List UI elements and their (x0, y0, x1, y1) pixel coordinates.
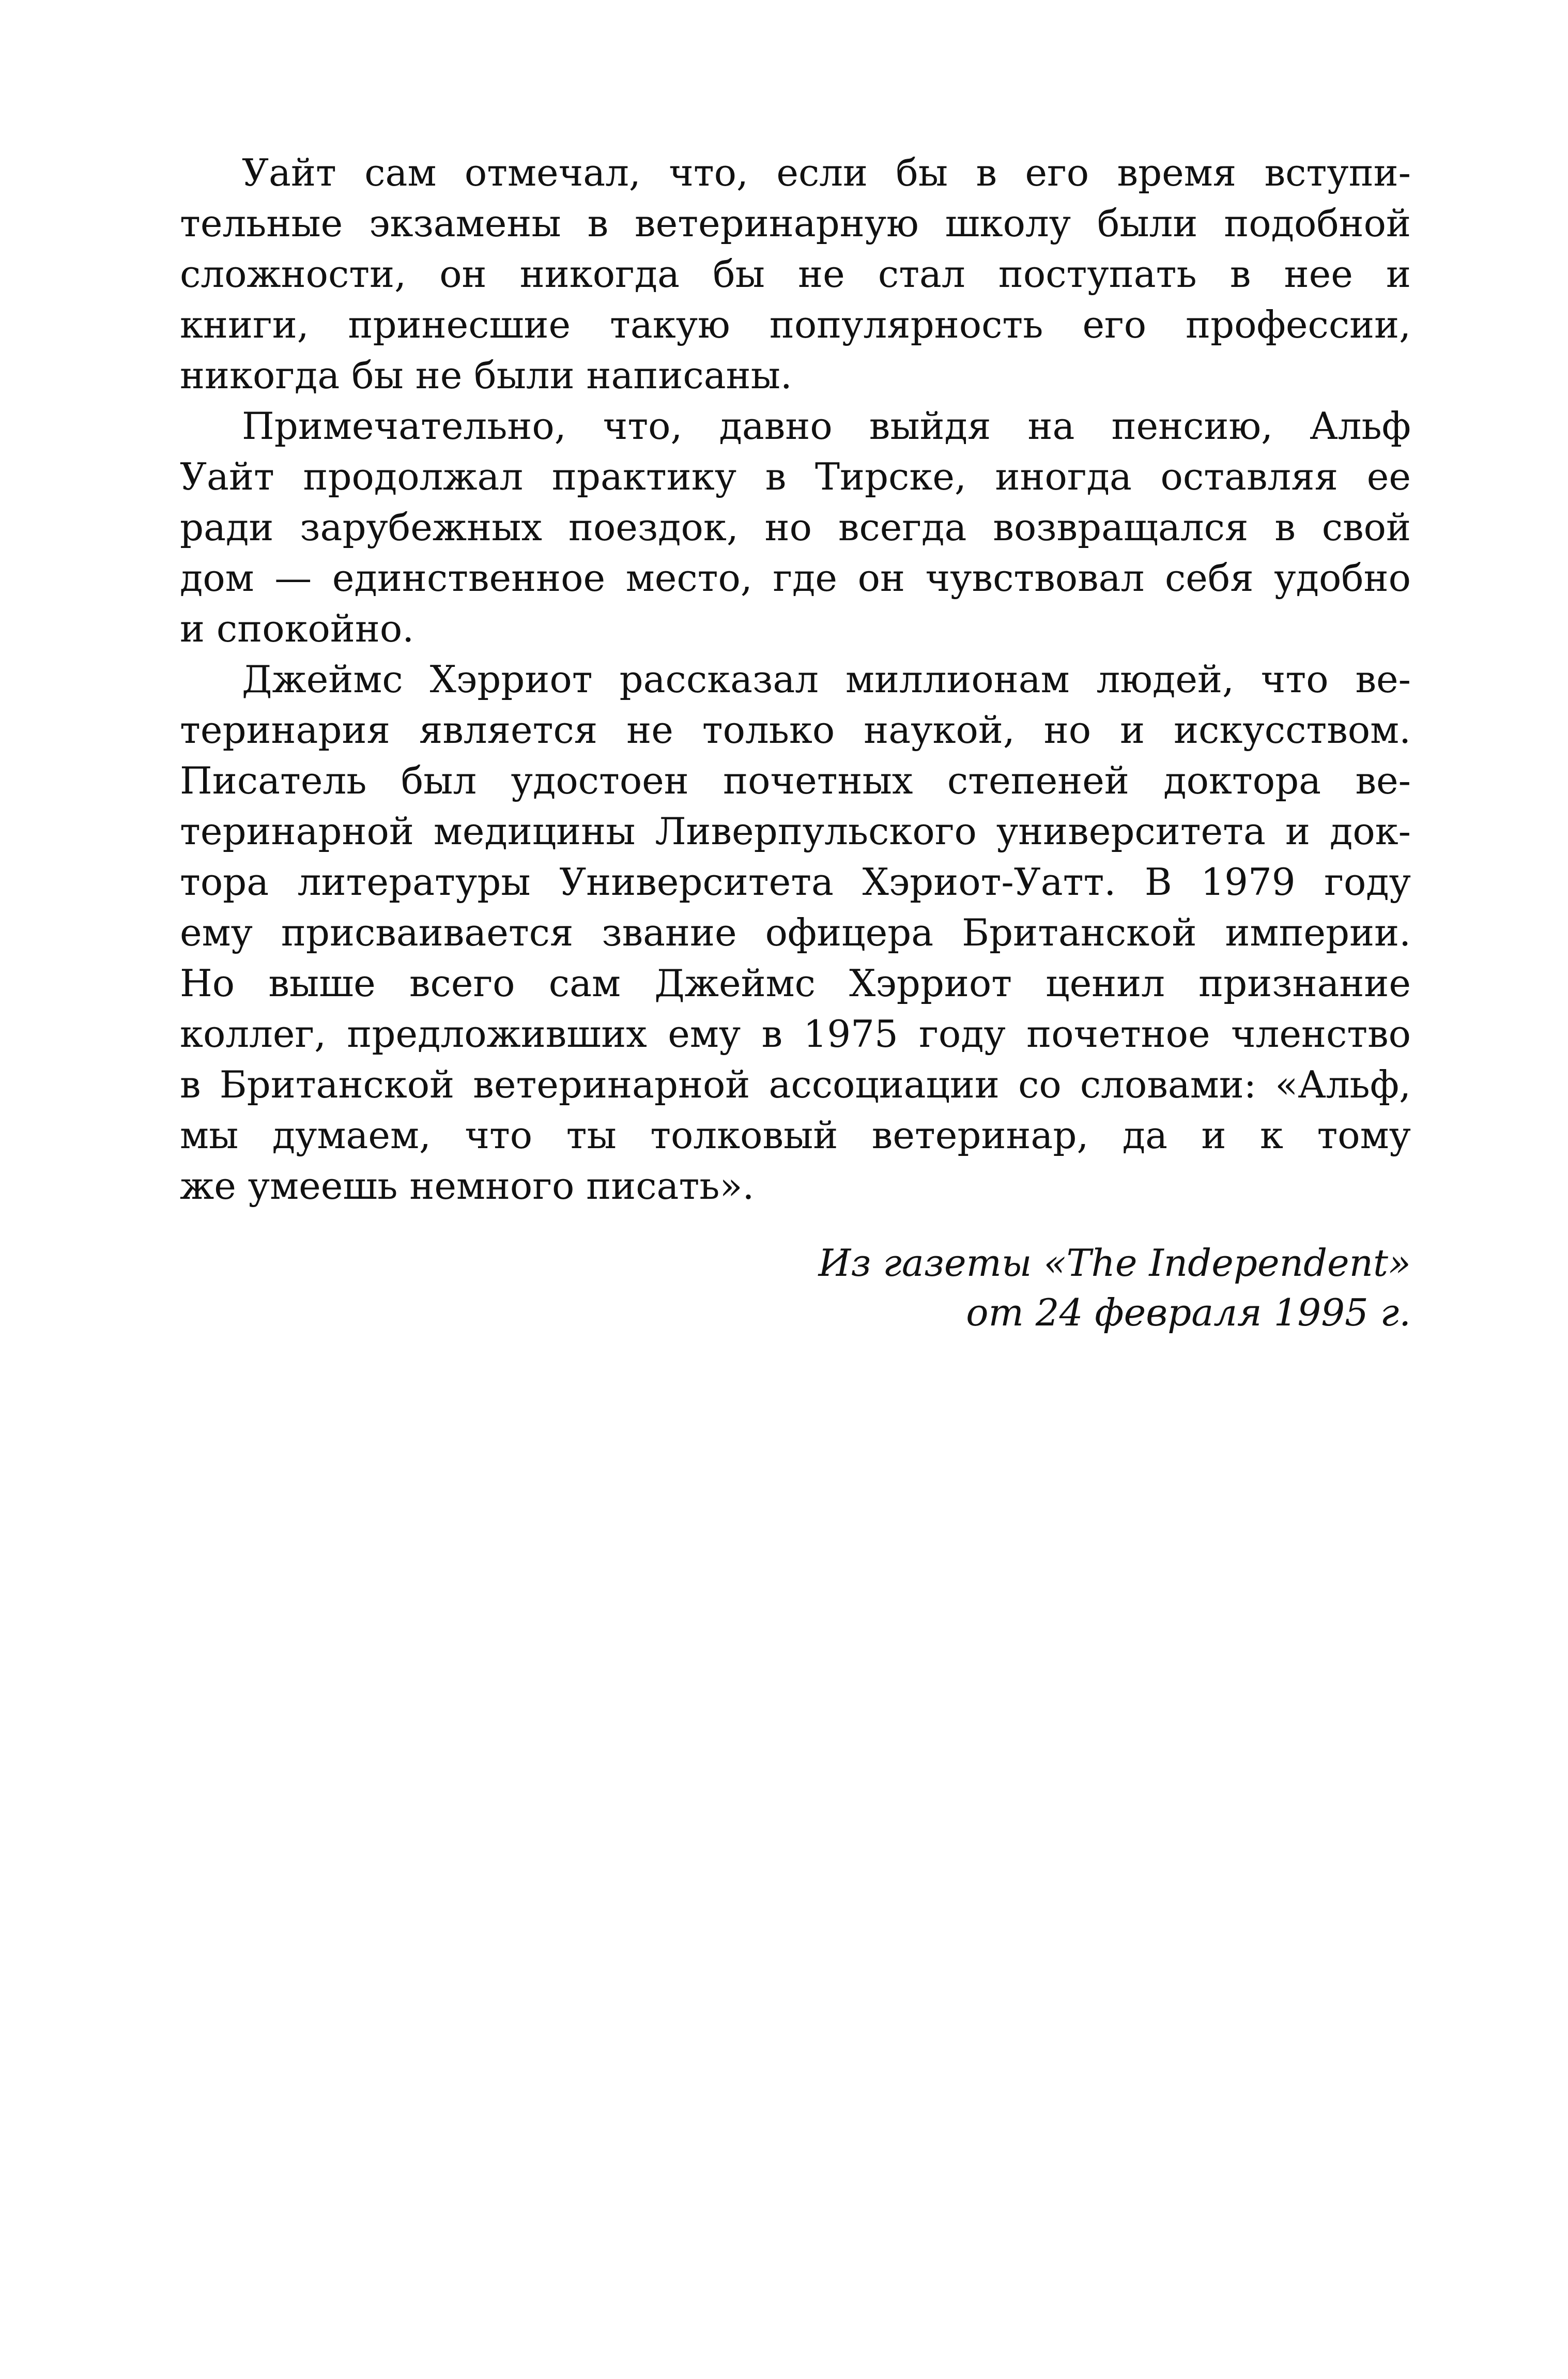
paragraph-1-line-3: сложности, он никогда бы не стал поступать в нее и (180, 252, 1411, 296)
source-line-1: Из газеты «The Independent» (818, 1241, 1411, 1285)
paragraph-3-line-5: тора литературы Университета Хэриот-Уатт. В 1979 году (180, 860, 1411, 904)
paragraph-3-line-3: Писатель был удостоен почетных степеней доктора ве- (180, 759, 1411, 802)
paragraph-1-line-2: тельные экзамены в ветеринарную школу были подобной (180, 202, 1411, 245)
paragraph-3-line-9: в Британской ветеринарной ассоциации со словами: «Альф, (180, 1063, 1411, 1106)
paragraph-2-line-4: дом — единственное место, где он чувствовал себя удобно (180, 556, 1411, 600)
source-line-2: от 24 февраля 1995 г. (966, 1291, 1411, 1334)
paragraph-1-line-5: никогда бы не были написаны. (180, 354, 792, 397)
paragraph-2-line-1: Примечательно, что, давно выйдя на пенсию, Альф (242, 404, 1411, 448)
paragraph-2-line-3: ради зарубежных поездок, но всегда возвращался в свой (180, 506, 1411, 549)
paragraph-3-line-1: Джеймс Хэрриот рассказал миллионам людей, что ве- (242, 658, 1411, 701)
paragraph-3-line-7: Но выше всего сам Джеймс Хэрриот ценил признание (180, 962, 1411, 1005)
paragraph-2-line-2: Уайт продолжал практику в Тирске, иногда оставляя ее (180, 455, 1411, 498)
paragraph-2-line-5: и спокойно. (180, 607, 414, 650)
source-attribution (818, 1238, 1411, 1337)
paragraph-3-line-6: ему присваивается звание офицера Британской империи. (180, 911, 1411, 954)
paragraph-1-line-1: Уайт сам отмечал, что, если бы в его время вступи- (242, 151, 1411, 194)
paragraph-3-line-2: теринария является не только наукой, но и искусством. (180, 708, 1411, 752)
article-text (180, 147, 1411, 1211)
paragraph-3-line-10: мы думаем, что ты толковый ветеринар, да и к тому (180, 1114, 1411, 1157)
paragraph-3-line-11: же умеешь немного писать». (180, 1164, 755, 1208)
paragraph-1-line-4: книги, принесшие такую популярность его профессии, (180, 303, 1411, 346)
paragraph-3-line-4: теринарной медицины Ливерпульского университета и док- (180, 810, 1411, 853)
paragraph-3-line-8: коллег, предложивших ему в 1975 году почетное членство (180, 1012, 1411, 1056)
